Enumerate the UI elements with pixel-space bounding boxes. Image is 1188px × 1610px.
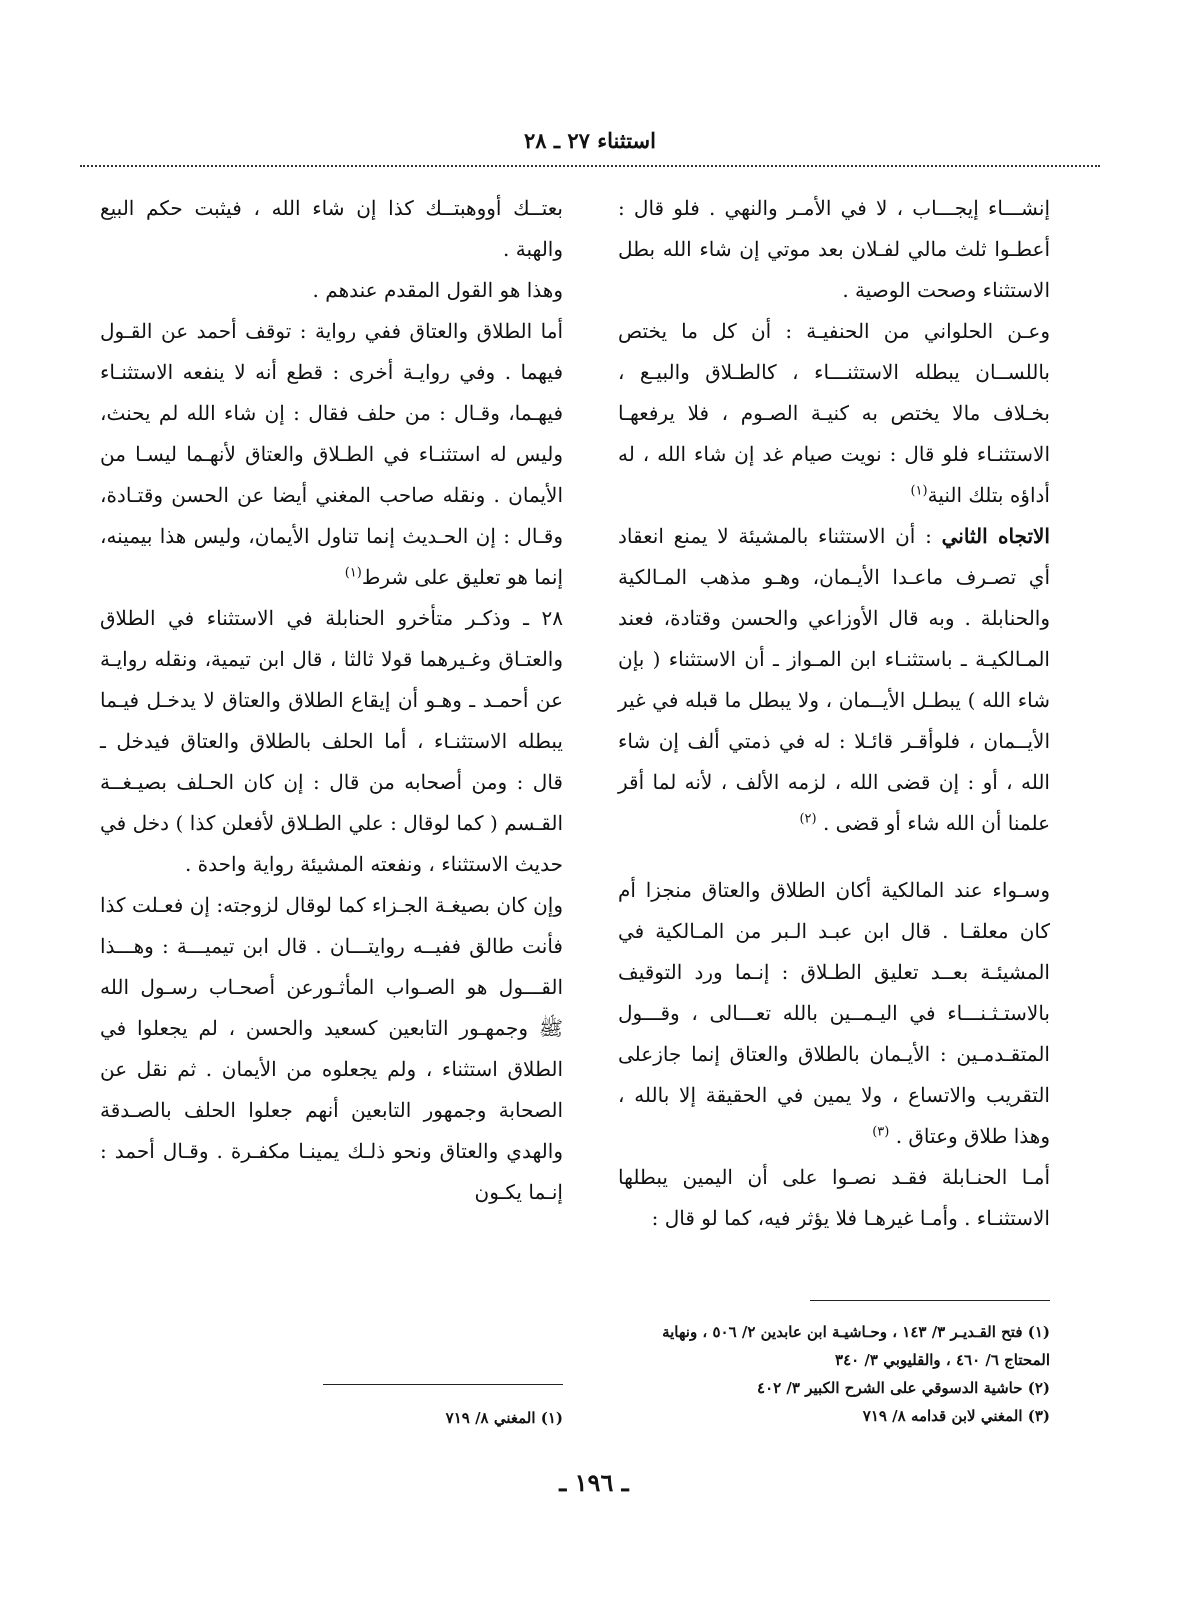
paragraph-text: : أن الاستثناء بالمشيئة لا يمنع انعقاد أي تصـرف ماعـدا الأيـمان، وهـو مذهب المـالكية والحنابلة . وبه قال الأوزاعي والحسن وقتادة، فعند المـالكيـة ـ باستثنـاء ابن المـواز ـ أن الاستثناء ( بإن شاء الله ) يبطـل الأيــمان ، ولا يبطل ما قبله في غير الأيــمان ، فلوأقـر قائـلا : له في ذمتي ألف إن شاء الله ، أو : إن قضى الله ، لزمه الألف ، لأنه لما أقر علمنا أن الله شاء أو قضى . — [618, 524, 1050, 835]
paragraph: أمـا الحنـابلة فقـد نصـوا على أن اليمين يبطلها الاستثنـاء . وأمـا غيرهـا فلا يؤثر فيه، كما لو قال : — [618, 1165, 1050, 1230]
footnote-rule — [810, 1300, 1050, 1301]
right-column — [618, 188, 1050, 1239]
footnote-rule — [323, 1384, 563, 1385]
left-column — [100, 188, 563, 1213]
footnote: (٣) المغني لابن قدامه ٨/ ٧١٩ — [862, 1407, 1050, 1425]
footnote: (٢) حاشية الدسوقي على الشرح الكبير ٣/ ٤٠٢ — [757, 1379, 1050, 1397]
section-label: الاتجاه الثاني — [941, 524, 1050, 548]
paragraph-text: أما الطلاق والعتاق ففي رواية : توقف أحمد عن القـول فيهما . وفي روايـة أخرى : قطع أنه لا ينفعه الاستثنـاء فيهـما، وقـال : من حلف فقال : إن شاء الله لم يحنث، وليس له استثنـاء في الطـلاق والعتاق لأنهـما ليسـا من الأيمان . ونقله صاحب المغني أيضا عن الحسن وقتـادة، وقـال : إن الحـديث إنما تناول الأيمان، وليس هذا بيمينه، إنما هو تعليق على شرط — [100, 319, 563, 589]
paragraph — [618, 311, 1050, 516]
spacer — [618, 844, 1050, 870]
paragraph-text: وعـن الحلواني من الحنفيـة : أن كل ما يختص باللســان يبطله الاستثنـــاء ، كالطـلاق والبيـع ، بخـلاف مالا يختص به كنيـة الصـوم ، فلا يرفعهـا الاستثنـاء فلو قال : نويت صيام غد إن شاء الله ، له أداؤه بتلك النية — [618, 319, 1050, 507]
paragraph — [100, 311, 563, 598]
footnote-ref: (٢) — [799, 811, 817, 827]
page-header: استثناء ٢٧ ـ ٢٨ — [524, 128, 656, 153]
footnote-ref: (١) — [910, 483, 928, 499]
paragraph: وإن كان بصيغـة الجـزاء كما لوقال لزوجته: إن فعـلت كذا فأنت طالق ففيــه روايتـــان . قال ابن تيميـــة : وهـــذا القـــول هو الصـواب المأثـورعن أصحـاب رسـول الله ﷺ وجمهـور التابعين كسعيد والحسن ، لم يجعلوا في الطلاق استثناء ، ولم يجعلوه من الأيمان . ثم نقل عن الصحابة وجمهور التابعين أنهم جعلوا الحلف بالصـدقة والهدي والعتاق ونحو ذلـك يمينـا مكفـرة . وقـال أحمد : إنـما يكـون — [100, 893, 563, 1204]
footnote: (١) المغني ٨/ ٧١٩ — [445, 1409, 563, 1427]
footnote-ref: (١) — [344, 565, 362, 581]
paragraph: بعتــك أووهبتــك كذا إن شاء الله ، فيثبت حكم البيع والهبة . — [100, 196, 563, 261]
paragraph: إنشـــاء إيجـــاب ، لا في الأمـر والنهي . فلو قال : أعطـوا ثلث مالي لفـلان بعد موتي إن شاء الله بطل الاستثناء وصحت الوصية . — [618, 196, 1050, 302]
footnote: (١) فتح القـديـر ٣/ ١٤٣ ، وحـاشيـة ابن عابدين ٢/ ٥٠٦ ، ونهاية المحتاج ٦/ ٤٦٠ ، والقليوبي ٣/ ٣٤٠ — [662, 1323, 1050, 1369]
paragraph: ٢٨ ـ وذكـر متأخرو الحنابلة في الاستثناء في الطلاق والعتـاق وغـيرهما قولا ثالثا ، قال ابن تيمية، ونقله روايـة عن أحمـد ـ وهـو أن إيقاع الطلاق والعتاق لا يدخـل فيـما يبطله الاستثنـاء ، أما الحلف بالطلاق والعتاق فيدخل ـ قال : ومن أصحابه من قال : إن كان الحـلف بصيـغــة القـسم ( كما لوقال : علي الطـلاق لأفعلن كذا ) دخل في حديث الاستثناء ، ونفعته المشيئة رواية واحدة . — [100, 606, 563, 876]
header-divider — [80, 165, 1100, 167]
paragraph — [618, 516, 1050, 844]
paragraph — [618, 870, 1050, 1157]
page-number: ـ ١٩٦ ـ — [559, 1468, 629, 1497]
footnotes-right — [620, 1318, 1050, 1430]
paragraph-text: وسـواء عند المالكية أكان الطلاق والعتاق منجزا أم كان معلقـا . قال ابن عبـد الـبر من المـالكية في المشيئـة بعــد تعليق الطـلاق : إنـما ورد التوقيف بالاستـثـنـــاء في اليـمــين بالله تعـــالى ، وقـــول المتقـدمـين : الأيـمان بالطلاق والعتاق إنما جازعلى التقريب والاتساع ، ولا يمين في الحقيقة إلا بالله ، وهذا طلاق وعتاق . — [618, 878, 1050, 1148]
paragraph: وهذا هو القول المقدم عندهم . — [312, 278, 563, 302]
footnotes-left — [100, 1404, 563, 1432]
footnote-ref: (٣) — [872, 1124, 890, 1140]
